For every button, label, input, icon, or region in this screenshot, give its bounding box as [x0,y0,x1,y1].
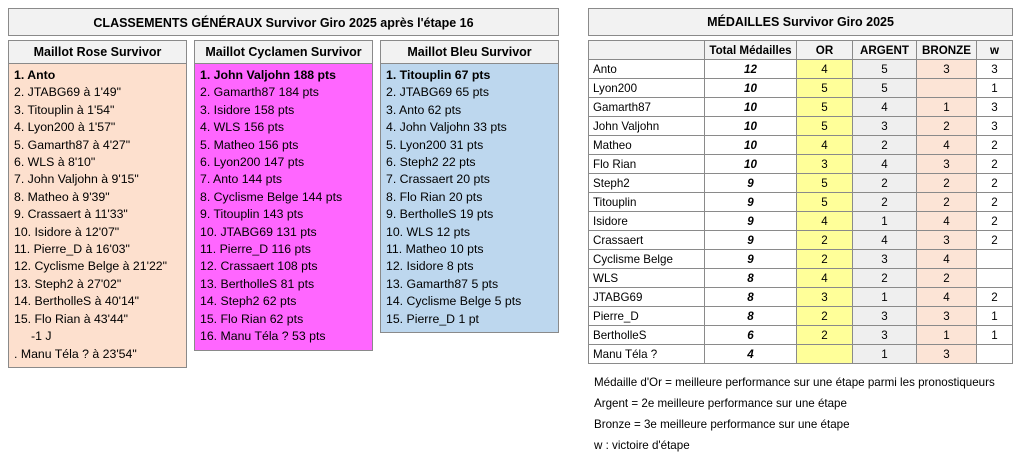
table-row [589,98,1013,117]
list-item: 12. Cyclisme Belge à 21'22" [14,259,167,274]
cell-total: 10 [705,155,797,174]
cell-argent: 3 [853,117,917,136]
cell-or: 4 [797,60,853,79]
list-item: 5. Matheo 156 pts [200,137,299,152]
cell-name: Isidore [589,212,705,231]
cell-name: Cyclisme Belge [589,250,705,269]
table-row [589,250,1013,269]
cell-argent: 5 [853,60,917,79]
list-item: 5. Gamarth87 à 4'27" [14,137,131,152]
list-item: 10. Isidore à 12'07" [14,224,120,239]
table-row [589,345,1013,364]
list-item: 13. BertholleS 81 pts [200,276,315,291]
cell-name: BertholleS [589,326,705,345]
list-item-penalty: -1 J [31,329,52,344]
cell-or: 5 [797,79,853,98]
cell-name: Anto [589,60,705,79]
list-item: 16. Manu Téla ? 53 pts [200,329,326,344]
cell-total: 12 [705,60,797,79]
table-row [589,231,1013,250]
column-header-w: w [977,41,1013,60]
list-item: . Manu Téla ? à 23'54" [14,346,137,361]
list-item: 2. Gamarth87 184 pts [200,85,319,100]
cell-w [977,250,1013,269]
list-item: 6. Steph2 22 pts [386,155,476,170]
list-item: 3. Anto 62 pts [386,102,462,117]
cell-total: 6 [705,326,797,345]
cell-name: Matheo [589,136,705,155]
cell-w: 1 [977,326,1013,345]
medailles-panel [588,8,1013,364]
list-item: 7. Crassaert 20 pts [386,172,490,187]
cell-bronze: 3 [917,60,977,79]
table-row [589,212,1013,231]
cell-total: 9 [705,250,797,269]
cell-name: Flo Rian [589,155,705,174]
list-item: 7. John Valjohn à 9'15" [14,172,139,187]
cell-w [977,345,1013,364]
cell-or: 5 [797,98,853,117]
list-item: 1. John Valjohn 188 pts [200,68,336,82]
cell-w: 3 [977,117,1013,136]
cell-bronze: 4 [917,288,977,307]
cell-bronze: 2 [917,174,977,193]
cell-or: 2 [797,231,853,250]
list-item: 15. Flo Rian 62 pts [200,311,304,326]
classements-columns [8,40,559,368]
cell-argent: 5 [853,79,917,98]
cell-argent: 2 [853,136,917,155]
cell-w: 2 [977,212,1013,231]
list-item: 5. Lyon200 31 pts [386,137,484,152]
list-item: 6. WLS à 8'10" [14,155,96,170]
column-header-argent: ARGENT [853,41,917,60]
classements-panel [8,8,559,368]
cell-w: 2 [977,155,1013,174]
cell-w: 2 [977,136,1013,155]
cell-argent: 2 [853,174,917,193]
cell-total: 9 [705,231,797,250]
column-maillot-bleu [380,40,559,368]
cell-bronze: 4 [917,136,977,155]
list-item: 11. Pierre_D à 16'03" [14,242,130,257]
table-row [589,288,1013,307]
list-item: 13. Gamarth87 5 pts [386,276,499,291]
cell-name: Manu Téla ? [589,345,705,364]
cell-total: 9 [705,193,797,212]
list-item: 8. Cyclisme Belge 144 pts [200,189,343,204]
list-item: 9. Titouplin 143 pts [200,207,304,222]
list-item: 2. JTABG69 à 1'49" [14,85,121,100]
cell-total: 10 [705,117,797,136]
list-item: 12. Isidore 8 pts [386,259,474,274]
cell-argent: 3 [853,250,917,269]
list-item: 1. Titouplin 67 pts [386,68,491,82]
cell-or: 4 [797,136,853,155]
cell-name: Pierre_D [589,307,705,326]
list-item: 7. Anto 144 pts [200,172,283,187]
cell-w [977,269,1013,288]
cell-argent: 1 [853,288,917,307]
cell-argent: 2 [853,193,917,212]
cell-name: Gamarth87 [589,98,705,117]
cell-argent: 2 [853,269,917,288]
cell-or: 2 [797,250,853,269]
column-header-name [589,41,705,60]
cell-or: 4 [797,212,853,231]
list-item: 3. Isidore 158 pts [200,102,295,117]
table-row [589,60,1013,79]
note-argent: Argent = 2e meilleure performance sur une étape [594,397,847,410]
cell-total: 10 [705,79,797,98]
table-row [589,155,1013,174]
table-row [589,326,1013,345]
cell-w: 2 [977,193,1013,212]
cell-bronze: 1 [917,98,977,117]
cell-total: 8 [705,269,797,288]
table-row [589,136,1013,155]
cell-bronze: 4 [917,250,977,269]
cell-name: Lyon200 [589,79,705,98]
cell-bronze: 1 [917,326,977,345]
column-maillot-rose [8,40,187,368]
column-header-total: Total Médailles [705,41,797,60]
table-row [589,117,1013,136]
list-item: 10. WLS 12 pts [386,224,471,239]
cell-bronze: 2 [917,269,977,288]
cell-name: Titouplin [589,193,705,212]
list-item: 15. Flo Rian à 43'44" [14,311,129,326]
list-item: 3. Titouplin à 1'54" [14,102,115,117]
cell-w: 2 [977,288,1013,307]
cell-or: 2 [797,307,853,326]
list-item: 6. Lyon200 147 pts [200,155,305,170]
medailles-title: MÉDAILLES Survivor Giro 2025 [588,8,1013,36]
cell-argent: 4 [853,231,917,250]
cell-argent: 4 [853,98,917,117]
cell-bronze: 3 [917,231,977,250]
list-item: 8. Flo Rian 20 pts [386,189,483,204]
cell-name: JTABG69 [589,288,705,307]
table-header-row [589,41,1013,60]
list-item: 12. Crassaert 108 pts [200,259,318,274]
list-item: 14. Cyclisme Belge 5 pts [386,294,522,309]
cell-w: 3 [977,98,1013,117]
cell-name: WLS [589,269,705,288]
column-body-rose [8,64,187,368]
cell-bronze [917,79,977,98]
cell-argent: 4 [853,155,917,174]
table-row [589,174,1013,193]
list-item: 1. Anto [14,68,56,82]
column-header-cyclamen: Maillot Cyclamen Survivor [194,40,373,64]
cell-total: 8 [705,307,797,326]
list-item: 14. Steph2 62 pts [200,294,297,309]
list-item: 8. Matheo à 9'39" [14,189,110,204]
cell-or: 2 [797,326,853,345]
list-item: 4. WLS 156 pts [200,120,285,135]
list-item: 2. JTABG69 65 pts [386,85,489,100]
legend-notes [594,372,1014,456]
cell-bronze: 4 [917,212,977,231]
cell-or: 3 [797,155,853,174]
list-item: 15. Pierre_D 1 pt [386,311,479,326]
note-or: Médaille d'Or = meilleure performance sur une étape parmi les pronostiqueurs [594,376,995,389]
column-body-bleu [380,64,559,333]
table-row [589,269,1013,288]
list-item: 13. Steph2 à 27'02" [14,276,122,291]
column-body-cyclamen [194,64,373,351]
cell-w: 2 [977,174,1013,193]
list-item: 4. Lyon200 à 1'57" [14,120,116,135]
cell-or: 3 [797,288,853,307]
cell-bronze: 3 [917,307,977,326]
note-bronze: Bronze = 3e meilleure performance sur une étape [594,418,850,431]
cell-name: Steph2 [589,174,705,193]
cell-w: 3 [977,60,1013,79]
cell-bronze: 3 [917,155,977,174]
cell-or: 5 [797,193,853,212]
cell-total: 9 [705,174,797,193]
classements-title: CLASSEMENTS GÉNÉRAUX Survivor Giro 2025 après l'étape 16 [8,8,559,36]
cell-total: 4 [705,345,797,364]
cell-bronze: 2 [917,193,977,212]
column-header-bronze: BRONZE [917,41,977,60]
table-row [589,79,1013,98]
cell-bronze: 2 [917,117,977,136]
cell-bronze: 3 [917,345,977,364]
list-item: 10. JTABG69 131 pts [200,224,317,239]
column-header-bleu: Maillot Bleu Survivor [380,40,559,64]
cell-or: 4 [797,269,853,288]
cell-or [797,345,853,364]
table-row [589,307,1013,326]
list-item: 9. Crassaert à 11'33" [14,207,128,222]
list-item: 11. Matheo 10 pts [386,242,484,257]
list-item: 14. BertholleS à 40'14" [14,294,139,309]
cell-total: 9 [705,212,797,231]
cell-or: 5 [797,117,853,136]
cell-argent: 1 [853,345,917,364]
cell-or: 5 [797,174,853,193]
note-w: w : victoire d'étape [594,439,690,452]
cell-name: John Valjohn [589,117,705,136]
cell-total: 8 [705,288,797,307]
cell-argent: 3 [853,326,917,345]
cell-w: 2 [977,231,1013,250]
cell-argent: 3 [853,307,917,326]
column-header-or: OR [797,41,853,60]
column-header-rose: Maillot Rose Survivor [8,40,187,64]
list-item: 4. John Valjohn 33 pts [386,120,507,135]
column-maillot-cyclamen [194,40,373,368]
list-item: 9. BertholleS 19 pts [386,207,494,222]
cell-total: 10 [705,136,797,155]
cell-total: 10 [705,98,797,117]
list-item: 11. Pierre_D 116 pts [200,242,311,257]
cell-w: 1 [977,307,1013,326]
cell-name: Crassaert [589,231,705,250]
cell-argent: 1 [853,212,917,231]
medals-table-body [589,60,1013,364]
table-row [589,193,1013,212]
medals-table [588,40,1013,364]
cell-w: 1 [977,79,1013,98]
